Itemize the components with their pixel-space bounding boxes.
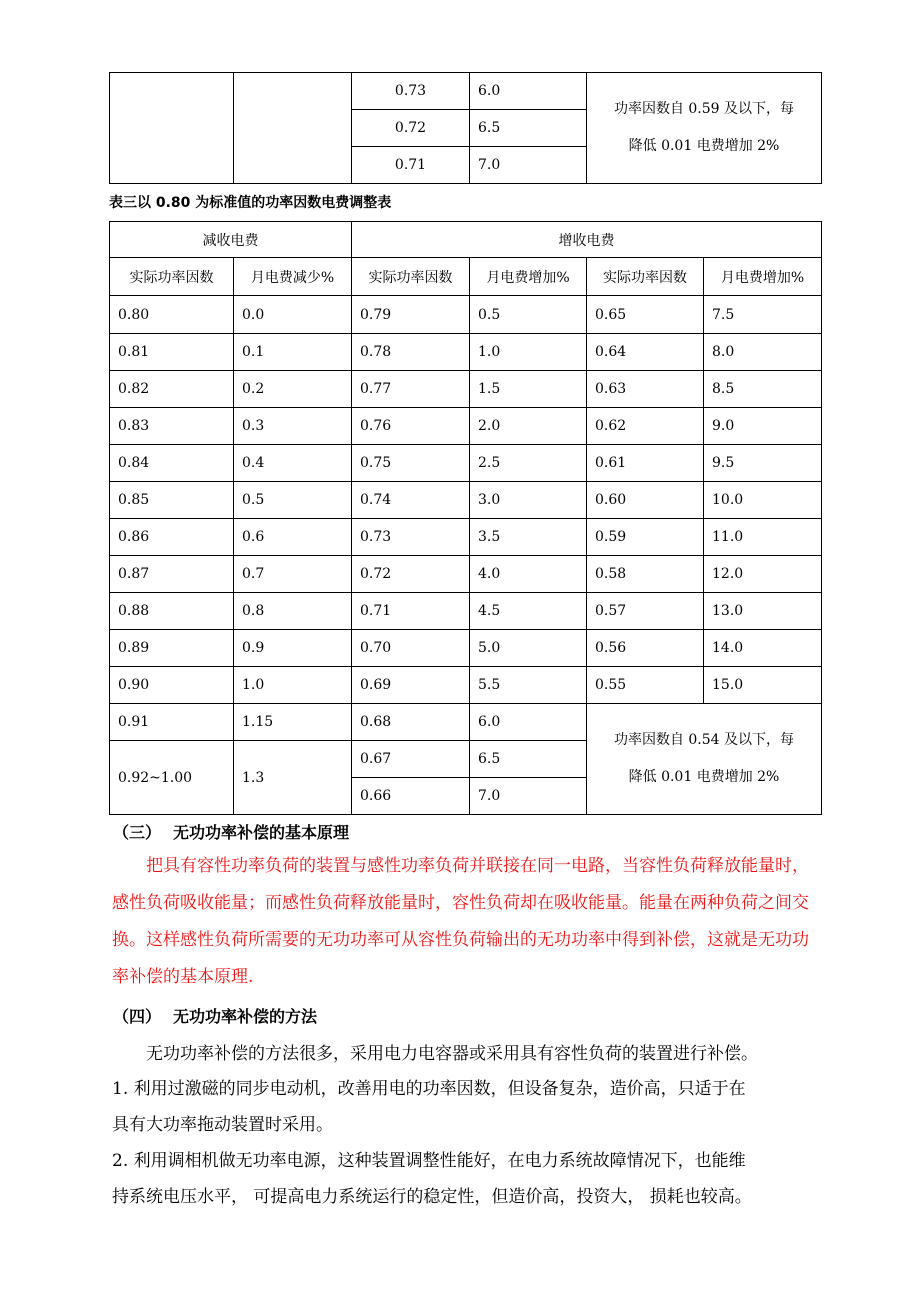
cell: 9.5	[704, 445, 822, 482]
cell: 5.0	[470, 630, 587, 667]
cell: 0.70	[352, 630, 470, 667]
table-row	[110, 445, 822, 482]
cell: 3.5	[470, 519, 587, 556]
cell: 0.3	[234, 408, 352, 445]
cell: 1.3	[234, 741, 352, 815]
cell: 0.74	[352, 482, 470, 519]
cell: 0.5	[470, 296, 587, 334]
cell: 0.4	[234, 445, 352, 482]
cell: 0.56	[587, 630, 704, 667]
cell: 0.82	[110, 371, 234, 408]
section-4-heading	[113, 1004, 317, 1027]
col-header: 月电费增加%	[470, 258, 587, 296]
note-cell	[587, 704, 822, 815]
cell: 12.0	[704, 556, 822, 593]
cell: 0.90	[110, 667, 234, 704]
cell: 0.77	[352, 371, 470, 408]
increase-cell: 6.0	[470, 73, 587, 110]
cell: 9.0	[704, 408, 822, 445]
pf-cell: 0.72	[352, 110, 470, 147]
cell: 2.5	[470, 445, 587, 482]
cell: 7.0	[470, 778, 587, 815]
cell: 0.7	[234, 556, 352, 593]
cell: 0.88	[110, 593, 234, 630]
cell: 0.65	[587, 296, 704, 334]
empty-cell	[234, 73, 352, 184]
cell: 0.63	[587, 371, 704, 408]
cell: 8.5	[704, 371, 822, 408]
section-title: 无功功率补偿的方法	[173, 1007, 318, 1026]
cell: 0.92~1.00	[110, 741, 234, 815]
note-cell	[587, 73, 822, 184]
col-header: 月电费减少%	[234, 258, 352, 296]
col-header: 实际功率因数	[110, 258, 234, 296]
cell: 0.81	[110, 334, 234, 371]
table-row	[110, 519, 822, 556]
cell: 0.62	[587, 408, 704, 445]
col-header: 实际功率因数	[587, 258, 704, 296]
cell: 0.9	[234, 630, 352, 667]
cell: 14.0	[704, 630, 822, 667]
table-row	[110, 296, 822, 334]
cell: 1.0	[234, 667, 352, 704]
cell: 13.0	[704, 593, 822, 630]
table3-caption: 表三以 0.80 为标准值的功率因数电费调整表	[109, 195, 392, 211]
cell: 0.85	[110, 482, 234, 519]
cell: 0.59	[587, 519, 704, 556]
note-line: 功率因数自 0.59 及以下，每	[613, 101, 795, 117]
cell: 3.0	[470, 482, 587, 519]
cell: 0.5	[234, 482, 352, 519]
cell: 0.69	[352, 667, 470, 704]
list-item-1-line2: 具有大功率拖动装置时采用。	[112, 1115, 333, 1135]
cell: 0.71	[352, 593, 470, 630]
table-header	[110, 258, 822, 296]
note-line: 降低 0.01 电费增加 2%	[628, 138, 780, 154]
pf-cell: 0.73	[352, 73, 470, 110]
cell: 7.5	[704, 296, 822, 334]
cell: 0.76	[352, 408, 470, 445]
section-3-heading	[113, 820, 349, 843]
cell: 10.0	[704, 482, 822, 519]
cell: 1.5	[470, 371, 587, 408]
cell: 4.0	[470, 556, 587, 593]
cell: 0.80	[110, 296, 234, 334]
cell: 0.6	[234, 519, 352, 556]
col-header: 实际功率因数	[352, 258, 470, 296]
increase-cell: 7.0	[470, 147, 587, 184]
cell: 0.72	[352, 556, 470, 593]
table-row	[110, 593, 822, 630]
cell: 15.0	[704, 667, 822, 704]
cell: 0.75	[352, 445, 470, 482]
table-row	[110, 334, 822, 371]
cell: 0.79	[352, 296, 470, 334]
cell: 0.73	[352, 519, 470, 556]
note-line: 功率因数自 0.54 及以下，每	[613, 732, 795, 748]
list-item-1-line1: 1. 利用过激磁的同步电动机，改善用电的功率因数，但设备复杂，造价高，只适于在	[112, 1079, 746, 1099]
cell: 1.0	[470, 334, 587, 371]
section-4-intro: 无功功率补偿的方法很多，采用电力电容器或采用具有容性负荷的装置进行补偿。	[146, 1044, 758, 1064]
cell: 0.84	[110, 445, 234, 482]
cell: 0.78	[352, 334, 470, 371]
cell: 0.87	[110, 556, 234, 593]
cell: 0.58	[587, 556, 704, 593]
cell: 0.61	[587, 445, 704, 482]
table-header-group	[110, 222, 822, 258]
cell: 0.91	[110, 704, 234, 741]
group-reduce-header: 减收电费	[110, 222, 352, 258]
list-item-2-line2: 持系统电压水平， 可提高电力系统运行的稳定性，但造价高，投资大， 损耗也较高。	[112, 1187, 752, 1207]
cell: 0.57	[587, 593, 704, 630]
table-row	[110, 371, 822, 408]
section-number: （四）	[113, 1007, 162, 1026]
cell: 0.89	[110, 630, 234, 667]
cell: 0.2	[234, 371, 352, 408]
cell: 0.64	[587, 334, 704, 371]
col-header: 月电费增加%	[704, 258, 822, 296]
cell: 2.0	[470, 408, 587, 445]
table-row	[110, 704, 822, 741]
cell: 0.60	[587, 482, 704, 519]
cell: 8.0	[704, 334, 822, 371]
section-3-body: 把具有容性功率负荷的装置与感性功率负荷并联接在同一电路，当容性负荷释放能量时，感性负荷吸收能量；而感性负荷释放能量时，容性负荷却在吸收能量。能量在两种负荷之间交换。这样感性负荷所需要的无功功率可从容性负荷输出的无功功率中得到补偿，这就是无功功率补偿的基本原理.	[112, 856, 809, 987]
increase-cell: 6.5	[470, 110, 587, 147]
section-number: （三）	[113, 823, 162, 842]
table-row	[110, 630, 822, 667]
note-line: 降低 0.01 电费增加 2%	[628, 769, 780, 785]
cell: 0.67	[352, 741, 470, 778]
cell: 6.5	[470, 741, 587, 778]
pf-cell: 0.71	[352, 147, 470, 184]
table-top-continuation	[109, 72, 822, 184]
cell: 0.66	[352, 778, 470, 815]
cell: 0.55	[587, 667, 704, 704]
table-row	[110, 408, 822, 445]
cell: 4.5	[470, 593, 587, 630]
table-row	[110, 482, 822, 519]
list-item-2-line1: 2. 利用调相机做无功率电源，这种装置调整性能好，在电力系统故障情况下，也能维	[112, 1151, 746, 1171]
empty-cell	[110, 73, 234, 184]
cell: 0.8	[234, 593, 352, 630]
table-row	[110, 73, 822, 110]
cell: 0.1	[234, 334, 352, 371]
cell: 6.0	[470, 704, 587, 741]
group-increase-header: 增收电费	[352, 222, 822, 258]
cell: 1.15	[234, 704, 352, 741]
section-title: 无功功率补偿的基本原理	[173, 823, 350, 842]
cell: 0.86	[110, 519, 234, 556]
table-row	[110, 556, 822, 593]
table-row	[110, 667, 822, 704]
cell: 5.5	[470, 667, 587, 704]
cell: 0.68	[352, 704, 470, 741]
cell: 0.83	[110, 408, 234, 445]
table3	[109, 221, 822, 815]
cell: 0.0	[234, 296, 352, 334]
cell: 11.0	[704, 519, 822, 556]
